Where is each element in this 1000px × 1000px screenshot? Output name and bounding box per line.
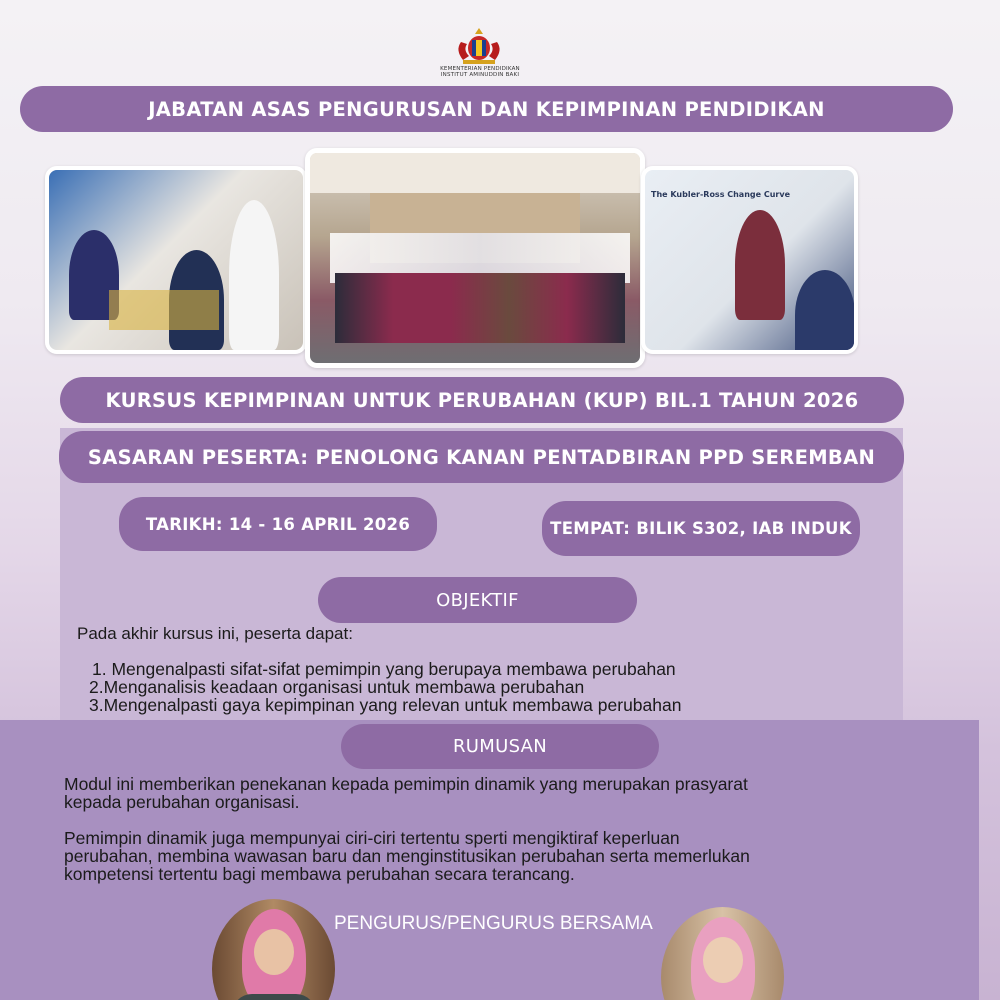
objective-list [89,659,682,715]
group-photo-center [305,148,645,368]
logo-line-2: INSTITUT AMINUDDIN BAKI [440,72,520,78]
course-venue: TEMPAT: BILIK S302, IAB INDUK [542,501,860,556]
ministry-logo-caption [420,66,540,78]
jata-negara-crest-icon [453,24,505,66]
list-item: 2.Menganalisis keadaan organisasi untuk membawa perubahan [89,677,585,697]
list-item: 3.Mengenalpasti gaya kepimpinan yang relevan untuk membawa perubahan [89,695,682,715]
logo-line-1: KEMENTERIAN PENDIDIKAN [440,66,520,72]
summary-line: kompetensi tertentu bagi membawa perubahan secara terancang. [64,864,575,884]
summary-paragraph-1 [64,775,944,811]
slide-title: The Kubler-Ross Change Curve [651,190,790,199]
summary-line: kepada perubahan organisasi. [64,792,300,812]
summary-line: perubahan, membina wawasan baru dan menginstitusikan perubahan serta memerlukan [64,846,750,866]
course-date: TARIKH: 14 - 16 APRIL 2026 [119,497,437,551]
summary-line: Modul ini memberikan penekanan kepada pemimpin dinamik yang merupakan prasyarat [64,774,748,794]
summary-heading: RUMUSAN [341,724,659,769]
managers-label: PENGURUS/PENGURUS BERSAMA [334,913,653,934]
presentation-photo-right [641,166,858,354]
objective-heading: OBJEKTIF [318,577,637,623]
workshop-photo-left [45,166,307,354]
objective-intro: Pada akhir kursus ini, peserta dapat: [77,624,353,643]
course-title: KURSUS KEPIMPINAN UNTUK PERUBAHAN (KUP) BIL.1 TAHUN 2026 [60,377,904,423]
target-participants: SASARAN PESERTA: PENOLONG KANAN PENTADBIRAN PPD SEREMBAN [59,431,904,483]
summary-line: Pemimpin dinamik juga mempunyai ciri-ciri tertentu sperti mengiktiraf keperluan [64,828,680,848]
list-item: 1. Mengenalpasti sifat-sifat pemimpin yang berupaya membawa perubahan [92,659,676,679]
department-title: JABATAN ASAS PENGURUSAN DAN KEPIMPINAN PENDIDIKAN [20,86,953,132]
summary-paragraph-2 [64,829,964,883]
